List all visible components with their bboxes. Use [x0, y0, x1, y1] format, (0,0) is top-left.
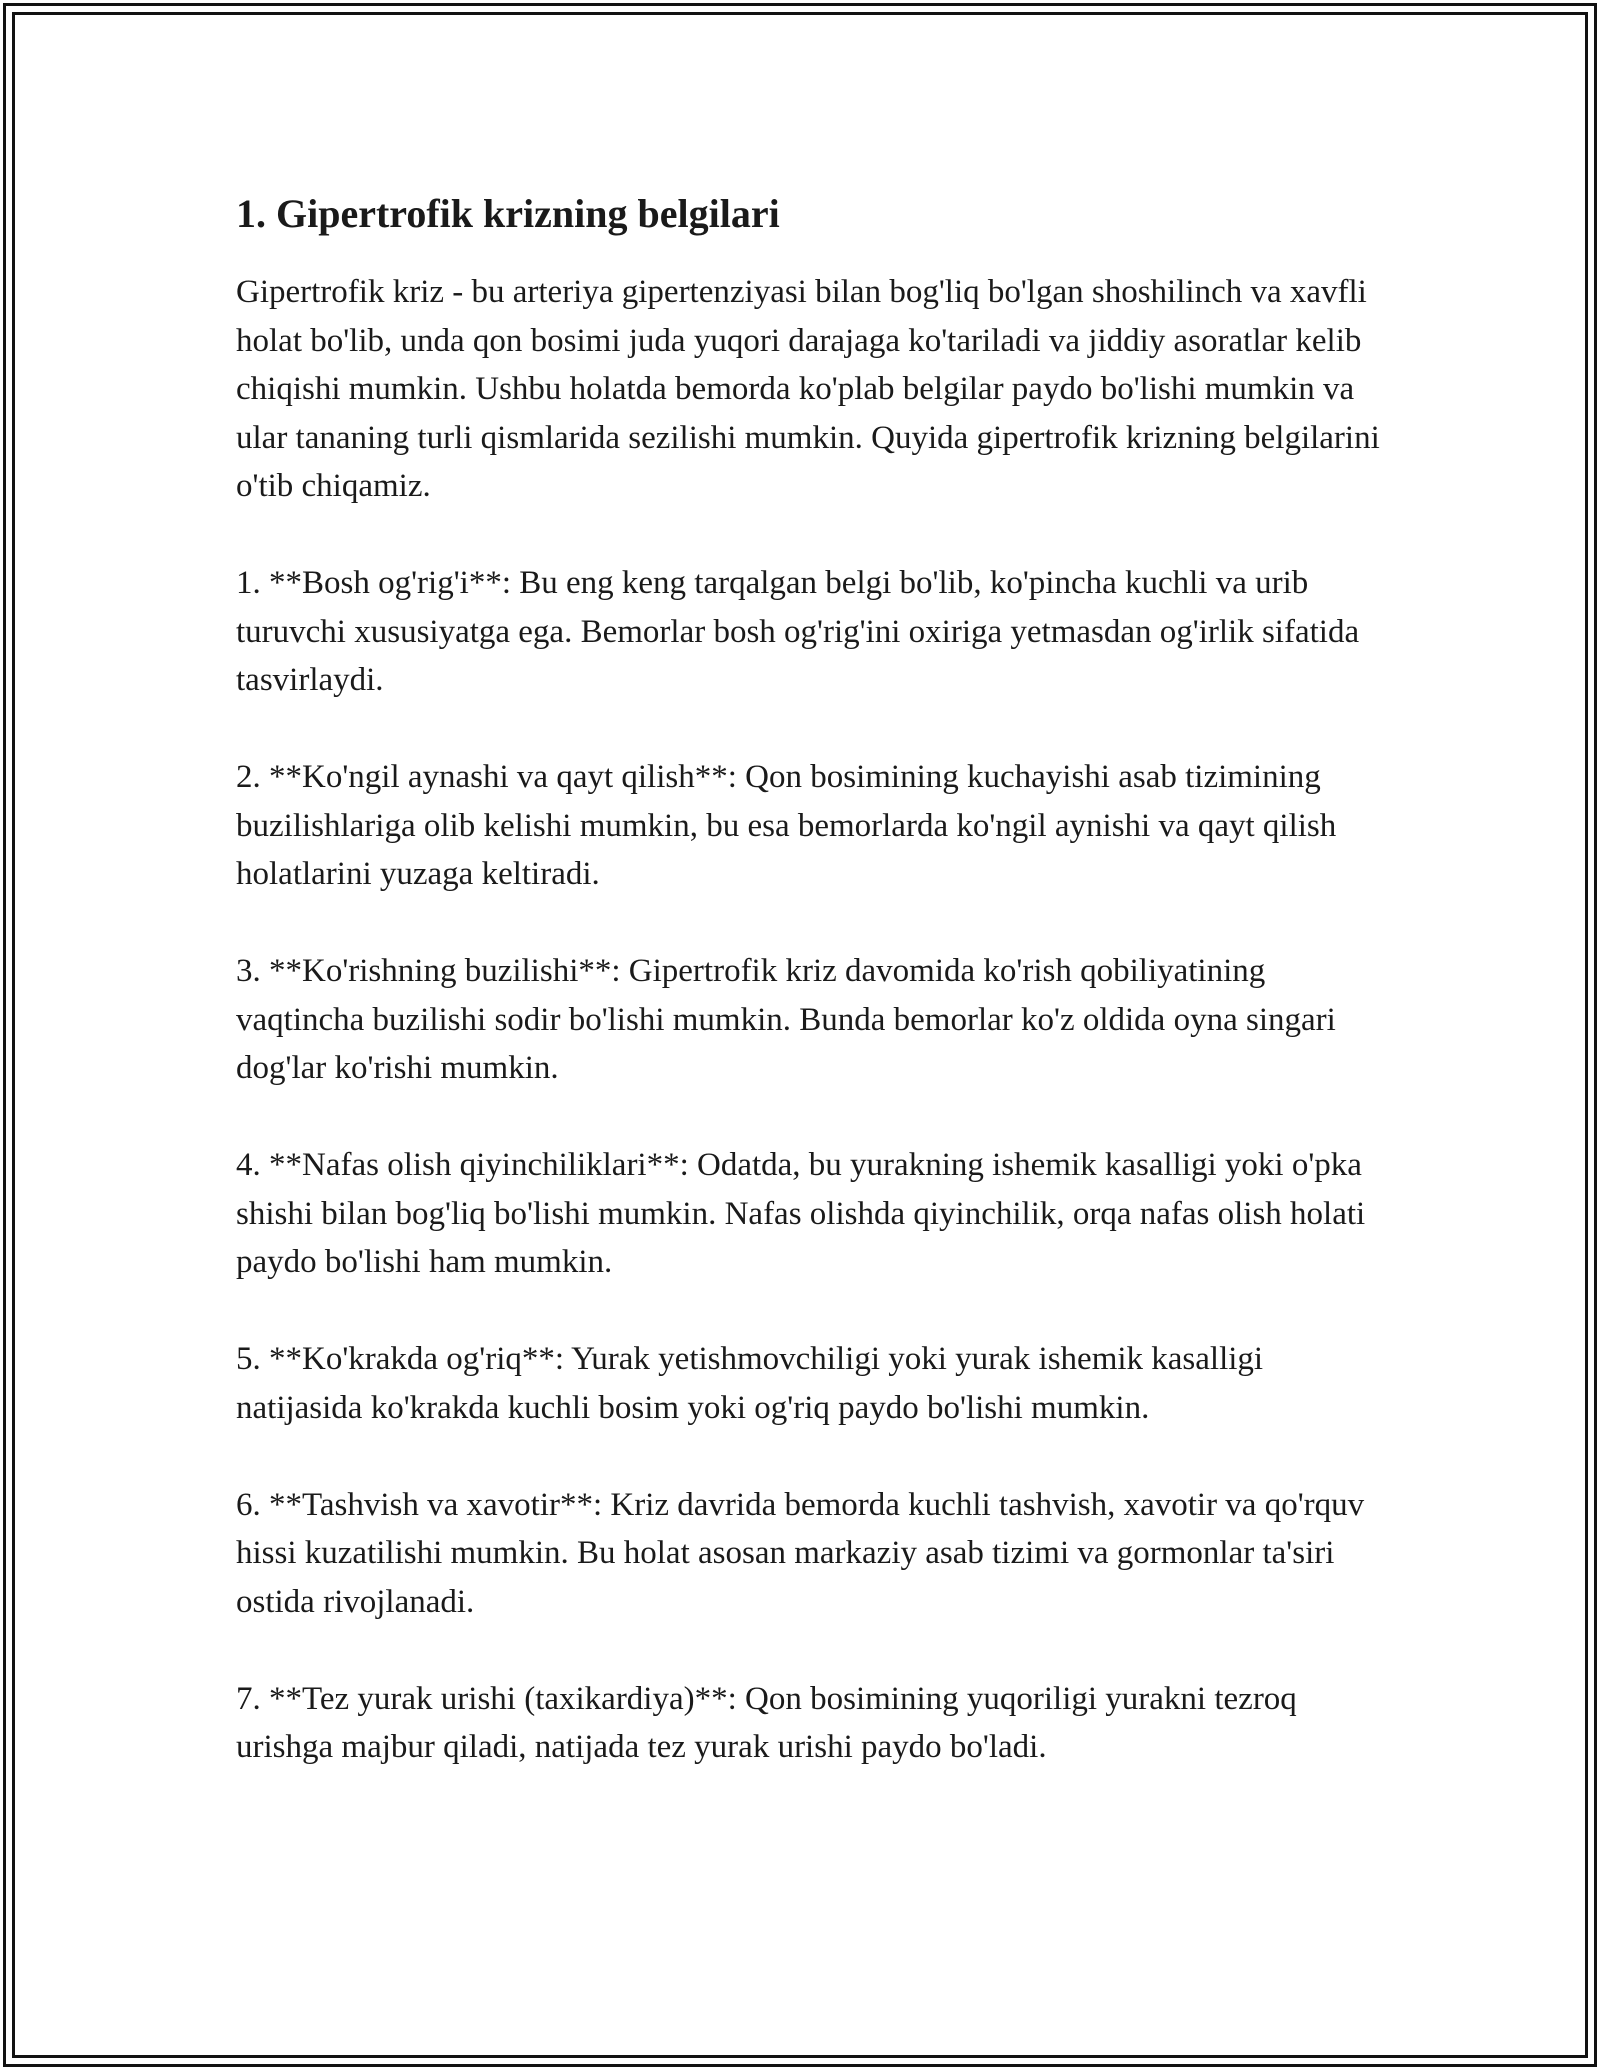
symptom-tachycardia-paragraph: 7. **Tez yurak urishi (taxikardiya)**: Qon bosimining yuqoriligi yurakni tezroq urishga majbur qiladi, natijada tez yurak urishi paydo bo'ladi. — [236, 1680, 1297, 1765]
section-title: 1. Gipertrofik krizning belgilari — [236, 191, 780, 236]
document-body — [236, 182, 1386, 1772]
symptom-vision-paragraph: 3. **Ko'rishning buzilishi**: Gipertrofik kriz davomida ko'rish qobiliyatining vaqtincha buzilishi sodir bo'lishi mumkin. Bunda bemorlar ko'z oldida oyna singari dog'lar ko'rishi mumkin. — [236, 953, 1336, 1086]
symptom-chest-pain-paragraph: 5. **Ko'krakda og'riq**: Yurak yetishmovchiligi yoki yurak ishemik kasalligi natijasida ko'krakda kuchli bosim yoki og'riq paydo bo'lishi mumkin. — [236, 1341, 1264, 1426]
symptom-headache-paragraph: 1. **Bosh og'rig'i**: Bu eng keng tarqalgan belgi bo'lib, ko'pincha kuchli va urib turuvchi xususiyatga ega. Bemorlar bosh og'rig'ini oxiriga yetmasdan og'irlik sifatida tasvirlaydi. — [236, 565, 1360, 698]
symptom-nausea-paragraph: 2. **Ko'ngil aynashi va qayt qilish**: Qon bosimining kuchayishi asab tizimining buzilishlariga olib kelishi mumkin, bu esa bemorlarda ko'ngil aynishi va qayt qilish holatlarini yuzaga keltiradi. — [236, 759, 1337, 892]
symptom-breathing-paragraph: 4. **Nafas olish qiyinchiliklari**: Odatda, bu yurakning ishemik kasalligi yoki o'pka shishi bilan bog'liq bo'lishi mumkin. Nafas olishda qiyinchilik, orqa nafas olish holati paydo bo'lishi ham mumkin. — [236, 1147, 1366, 1280]
intro-paragraph: Gipertrofik kriz - bu arteriya gipertenziyasi bilan bog'liq bo'lgan shoshilinch va xavfli holat bo'lib, unda qon bosimi juda yuqori darajaga ko'tariladi va jiddiy asoratlar kelib chiqishi mumkin. Ushbu holatda bemorda ko'plab belgilar paydo bo'lishi mumkin va ular tananing turli qismlarida sezilishi mumkin. Quyida gipertrofik krizning belgilarini o'tib chiqamiz. — [236, 274, 1380, 504]
symptom-anxiety-paragraph: 6. **Tashvish va xavotir**: Kriz davrida bemorda kuchli tashvish, xavotir va qo'rquv hissi kuzatilishi mumkin. Bu holat asosan markaziy asab tizimi va gormonlar ta'siri ostida rivojlanadi. — [236, 1486, 1365, 1620]
